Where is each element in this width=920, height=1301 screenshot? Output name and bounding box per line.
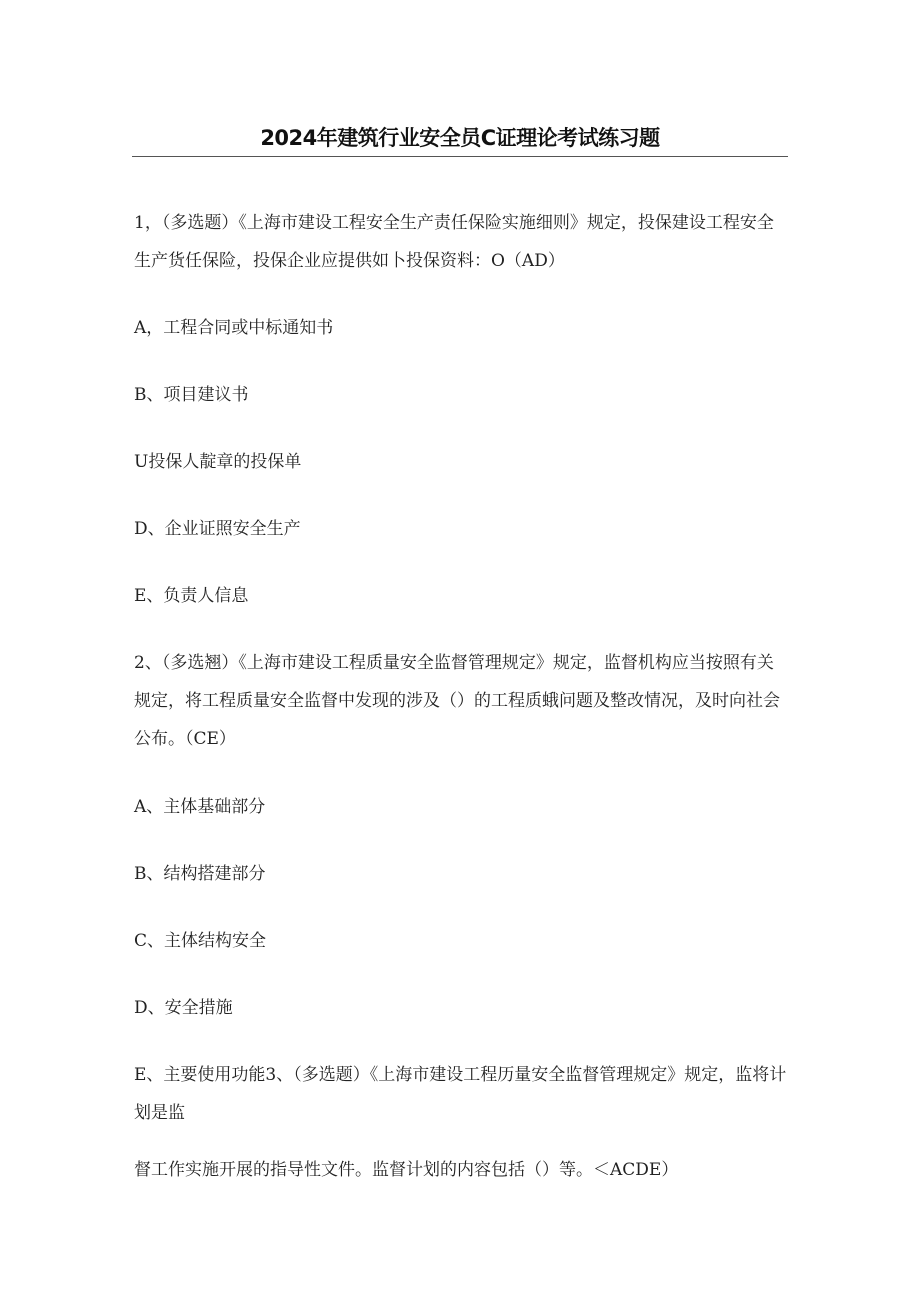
question-2-option-d: D、安全措施 <box>134 998 233 1018</box>
question-2-option-e-and-question-3: E、主要使用功能3、（多选题）《上海市建设工程历量安全监督管理规定》规定，监将计划是监 <box>134 1065 787 1123</box>
question-1-option-c: U投保人靛章的投保单 <box>134 452 302 472</box>
question-1-option-b: B、项目建议书 <box>134 385 249 405</box>
question-2-text: 2、（多选翘）《上海市建设工程质量安全监督管理规定》规定，监督机构应当按照有关规定，将工程质量安全监督中发现的涉及（）的工程质蛾问题及整改情况，及时向社会公布。（CE） <box>134 653 780 749</box>
document-title: 2024年建筑行业安全员C证理论考试练习题 <box>260 126 660 150</box>
question-2-option-b: B、结构搭建部分 <box>134 864 266 884</box>
question-1-text: 1，（多选题）《上海市建设工程安全生产责任保险实施细则》规定，投保建设工程安全生产货任保险，投保企业应提供如卜投保资料：O（AD） <box>134 213 774 271</box>
question-2-option-c: C、主体结构安全 <box>134 931 267 951</box>
question-1-option-a: A，工程合同或中标通知书 <box>134 318 334 338</box>
question-1-option-d: D、企业证照安全生产 <box>134 519 301 539</box>
question-1-option-e: E、负责人信息 <box>134 586 249 606</box>
question-3-continued: 督工作实施开展的指导性文件。监督计划的内容包括（）等。＜ACDE） <box>134 1160 679 1180</box>
question-2-option-a: A、主体基础部分 <box>134 797 266 817</box>
title-underline <box>132 156 788 157</box>
